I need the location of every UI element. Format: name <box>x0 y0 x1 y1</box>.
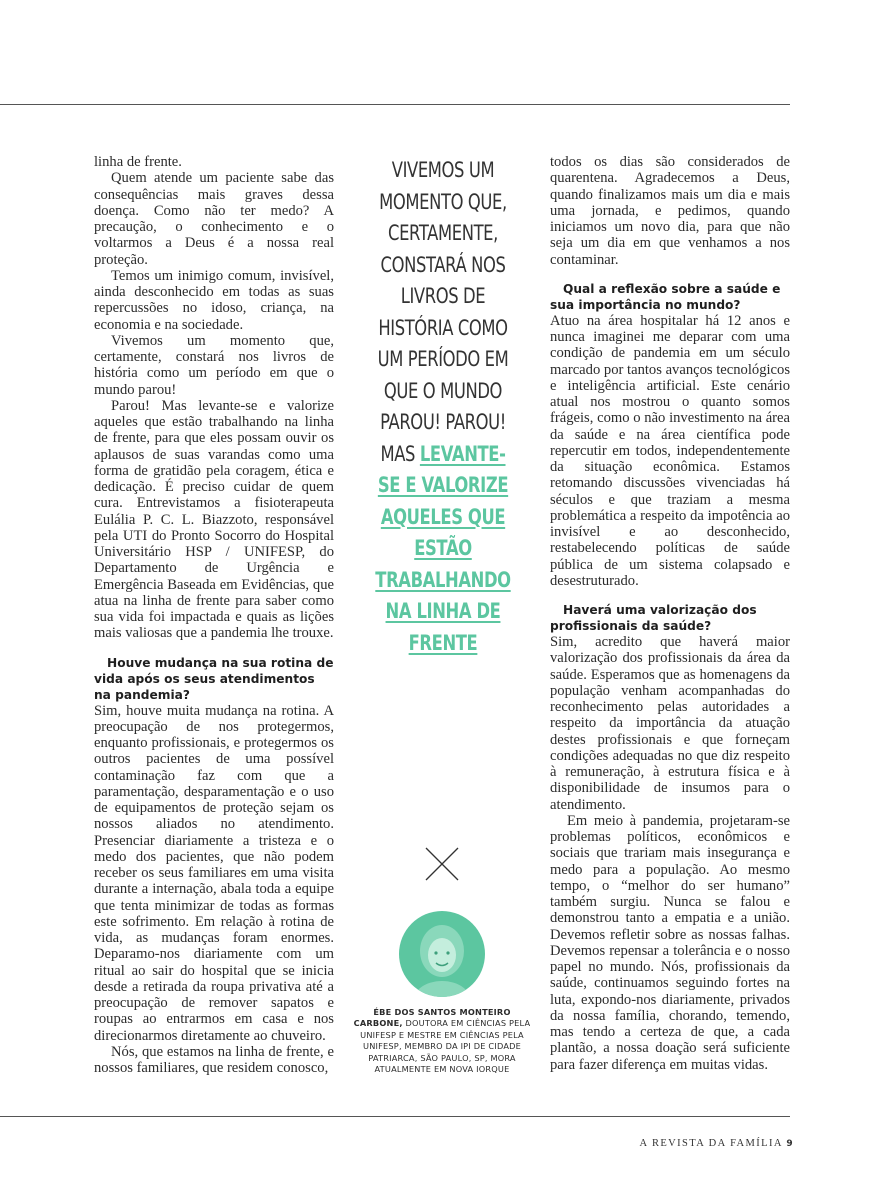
paragraph: Sim, houve muita mudança na rotina. A preocupação de nos protegermos, enquanto profissionais, e protegermos os outros pacientes de uma possível contaminação faz com que a paramentação, desparamentação e o uso de equipamentos de proteção sejam os nossos aliados no atendimento. Presenciar diariamente a tristeza e o medo dos pacientes, que não podem receber os seus familiares em uma visita durante a internação, abala toda a equipe que tenta minimizar de todas as formas este sofrimento. Em relação à rotina de vida, as mudanças foram enormes. Deparamo-nos diariamente com um ritual ao sair do hospital que se inicia desde a retirada da roupa privativa até a preocupação de remover sapatos e roupas ao entrarmos em casa e nos direcionarmos diretamente ao chuveiro. <box>94 702 334 1044</box>
page-footer <box>640 1138 794 1149</box>
pull-quote-highlight: LEVANTE-SE E VALORIZE AQUELES QUE ESTÃO TRABALHANDO NA LINHA DE FRENTE <box>375 441 511 655</box>
author-bio: DOUTORA EM CIÊNCIAS PELA UNIFESP E MESTRE EM CIÊNCIAS PELA UNIFESP, MEMBRO DA IPI DE CIDADE PATRIARCA, SÃO PAULO, SP, MORA ATUALMENTE EM NOVA IORQUE <box>360 1018 531 1075</box>
interview-question: Haverá uma valorização dos profissionais da saúde? <box>550 603 757 633</box>
paragraph: linha de frente. <box>94 154 182 170</box>
pull-quote <box>370 155 515 659</box>
top-rule <box>0 104 790 105</box>
page-number: 9 <box>786 1139 794 1149</box>
paragraph: Nós, que estamos na linha de frente, e nossos familiares, que residem conosco, <box>94 1043 334 1076</box>
author-name: ÉBE DOS SANTOS MONTEIRO CARBONE, <box>353 1007 511 1029</box>
column-left <box>94 154 334 1076</box>
interview-question: Qual a reflexão sobre a saúde e sua importância no mundo? <box>550 281 781 312</box>
paragraph: Parou! Mas levante-se e valorize aqueles que estão trabalhando na linha de frente, para que eles possam ouvir os aplausos de suas varandas como uma forma de gratidão pela coragem, ética e dedicação. É preciso cuidar de quem cura. Entrevistamos a fisioterapeuta Eulália P. C. L. Biazzoto, responsável pela UTI do Pronto Socorro do Hospital Universitário HSP / UNIFESP, do Departamento de Urgência e Emergência Baseada em Evidências, que atua na linha de frente para saber como sua vida foi impactada e quais as lições mais valiosas que a pandemia lhe trouxe. <box>94 397 334 642</box>
paragraph: Temos um inimigo comum, invisível, ainda desconhecido em todas as suas repercussões no idoso, criança, na economia e na sociedade. <box>94 267 334 333</box>
magazine-name: A REVISTA DA FAMÍLIA <box>639 1138 783 1149</box>
paragraph: Atuo na área hospitalar há 12 anos e nunca imaginei me deparar com uma condição de pandemia em um século marcado por tantos avanços tecnológicos e inteligência artificial. Este cenário atual nos mostrou o quanto somos frágeis, como o não investimento na área da saúde e na área científica pode repercutir em todos, independentemente da situação econômica. Estamos retomando discussões vivenciadas há séculos e que traziam a mesma problemática a respeito da impotência ao invisível e ao desconhecido, restabelecendo políticas de saúde pública de um sistema colapsado e desestruturado. <box>550 312 790 589</box>
paragraph: todos os dias são considerados de quarentena. Agradecemos a Deus, quando finalizamos mais um dia e mais uma jornada, e pedimos, quando iniciamos um novo dia, para que não seja um dia em que venhamos a nos contaminar. <box>550 154 790 268</box>
author-caption <box>350 1007 534 1075</box>
interview-question: Houve mudança na sua rotina de vida após os seus atendimentos na pandemia? <box>94 655 334 702</box>
cross-icon <box>425 847 459 881</box>
pull-quote-text: VIVEMOS UM MOMENTO QUE, CERTAMENTE, CONSTARÁ NOS LIVROS DE HISTÓRIA COMO UM PERÍODO EM QUE O MUNDO PAROU! PAROU! MAS <box>377 158 509 466</box>
bottom-rule <box>0 1116 790 1117</box>
paragraph: Quem atende um paciente sabe das consequências mais graves dessa doença. Como não ter medo? A precaução, o conhecimento e o voltarmos a Deus é a nossa real proteção. <box>94 170 334 268</box>
author-photo <box>399 911 485 997</box>
column-right <box>550 154 790 1073</box>
paragraph: Vivemos um momento que, certamente, constará nos livros de história como um período em que o mundo parou! <box>94 332 334 398</box>
paragraph: Sim, acredito que haverá maior valorização dos profissionais da área da saúde. Esperamos que as homenagens da população venham acompanhadas do reconhecimento pelas autoridades a respeito da importância da atuação destes profissionais e que forneçam condições adequadas no que diz respeito à remuneração, à estrutura física e à disponibilidade de insumos para o atendimento. <box>550 634 790 813</box>
paragraph: Em meio à pandemia, projetaram-se problemas políticos, econômicos e sociais que trariam mais insegurança e medo para a população. Ao mesmo tempo, o “melhor do ser humano” também surgiu. Nunca se falou e demonstrou tanto a empatia e a união. Devemos refletir sobre as nossas falhas. Devemos repensar a tolerância e o nosso papel no mundo. Nós, profissionais da saúde, continuamos seguindo fortes na luta, expondo-nos diariamente, privados da nossa família, chorando, temendo, mas tendo a certeza de que, a cada plantão, a nossa doação será suficiente para fazer diferença em muitas vidas. <box>550 812 790 1073</box>
